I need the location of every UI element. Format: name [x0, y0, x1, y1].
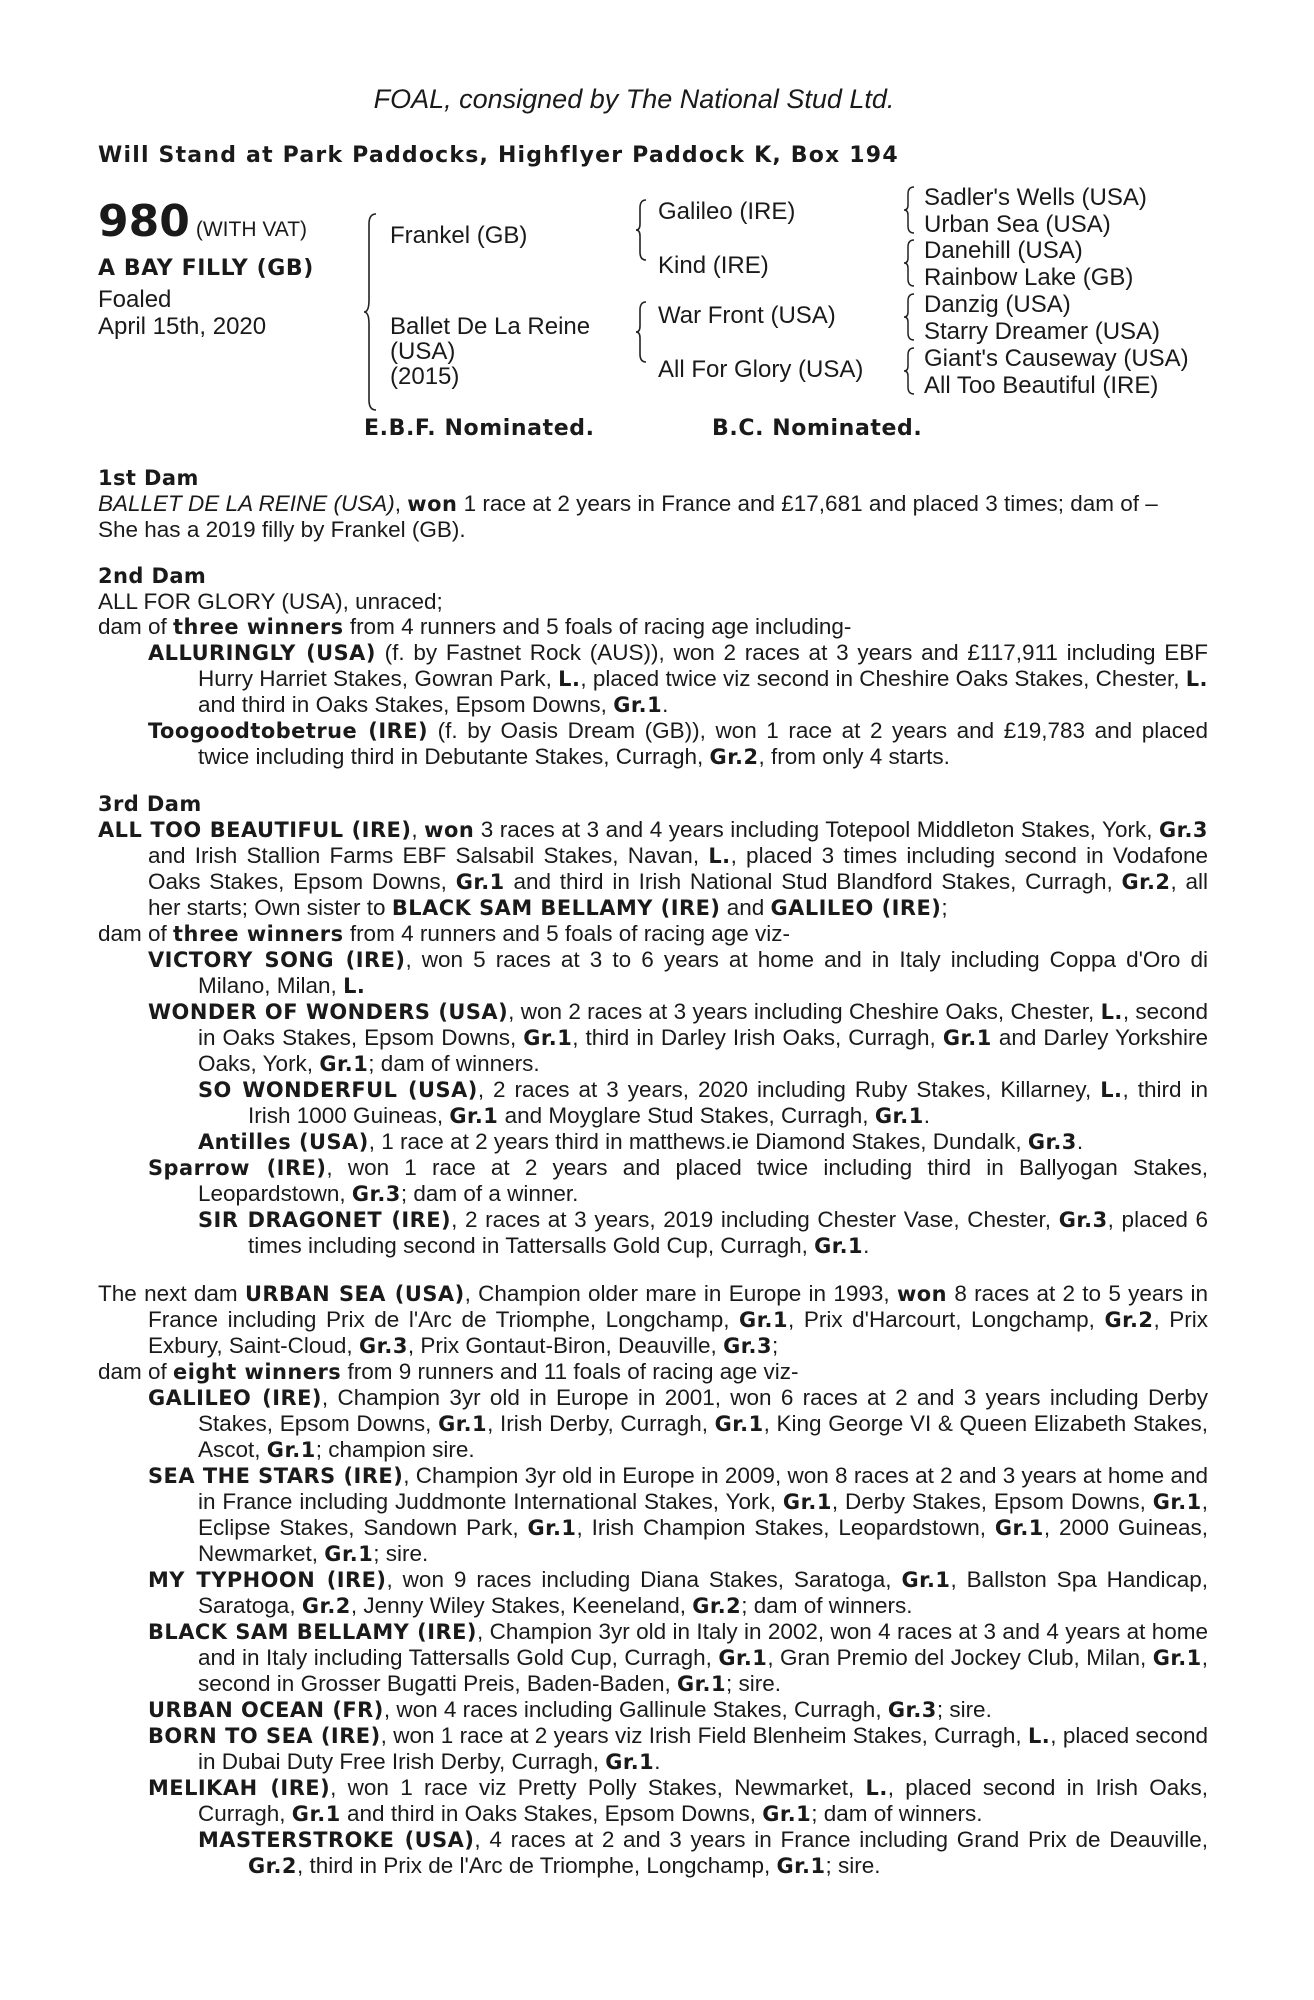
dam-name-line: Ballet De La Reine: [390, 313, 591, 340]
bold-run: three winners: [173, 922, 344, 946]
bold-run: Gr.1: [718, 1646, 768, 1670]
dam-year: (2015): [390, 363, 460, 390]
text-run: , 4 races at 2 and 3 years in France including Grand Prix de Deauville,: [474, 1827, 1208, 1852]
produce-entry: [98, 1155, 1208, 1207]
sire-sire-name: Galileo (IRE): [658, 198, 796, 225]
bold-run: Gr.1: [994, 1516, 1044, 1540]
text-run: ; sire.: [936, 1697, 992, 1722]
pedigree-block: [98, 184, 1208, 441]
bold-run: L.: [343, 974, 366, 998]
text-run: , Prix Gontaut-Biron, Deauville,: [407, 1333, 724, 1358]
bold-run: Gr.3: [1159, 818, 1208, 842]
bold-run: Gr.3: [1058, 1208, 1108, 1232]
bold-run: Gr.1: [1152, 1646, 1202, 1670]
sire-dam-name: Kind (IRE): [658, 252, 769, 279]
text-run: and Moyglare Stud Stakes, Curragh,: [498, 1103, 875, 1128]
bold-run: L.: [1185, 667, 1208, 691]
text-run: , won 1 race at 2 years and placed twice including third in Ballyogan Stakes, Leopardstown,: [198, 1155, 1208, 1206]
bold-run: MY TYPHOON (IRE): [148, 1568, 387, 1592]
produce-entry: [98, 1619, 1208, 1697]
text-run: ,: [394, 491, 408, 516]
bold-run: Gr.2: [248, 1854, 297, 1878]
lot-number: [98, 196, 307, 247]
text-run: (f. by Oasis Dream (GB)), won 1 race at 2 years and £19,783 and placed twice including third in Debutante Stakes, Curragh,: [198, 718, 1208, 769]
sdd-name: Rainbow Lake (GB): [924, 264, 1134, 291]
ssd-name: Urban Sea (USA): [924, 211, 1111, 238]
text-run: , 2000 Guineas, Newmarket,: [198, 1515, 1208, 1566]
bold-run: L.: [558, 667, 581, 691]
text-run: , 2 races at 3 years, 2020 including Ruby Stakes, Killarney,: [477, 1077, 1101, 1102]
section-heading: 2nd Dam: [98, 564, 207, 588]
bold-run: SEA THE STARS (IRE): [148, 1464, 404, 1488]
text-run: ; dam of winners.: [368, 1051, 540, 1076]
bold-run: L.: [1027, 1724, 1051, 1748]
text-run: , 2 races at 3 years, 2019 including Chester Vase, Chester,: [451, 1207, 1059, 1232]
text-run: and third in Oaks Stakes, Epsom Downs,: [340, 1801, 763, 1826]
bold-run: Gr.1: [677, 1672, 726, 1696]
bold-run: Gr.1: [901, 1568, 951, 1592]
bold-run: Gr.1: [266, 1438, 316, 1462]
section-paragraph: [98, 921, 1208, 947]
dam-section: [98, 466, 1208, 542]
pedigree-brace-ds: [904, 292, 916, 342]
italic-run: BALLET DE LA REINE (USA): [98, 491, 395, 516]
pedigree-brace-dam: [636, 300, 648, 364]
bold-run: won: [407, 492, 458, 516]
bold-run: Gr.1: [613, 693, 663, 717]
text-run: The next dam: [98, 1281, 245, 1306]
bold-run: Gr.1: [782, 1490, 832, 1514]
text-run: , Gran Premio del Jockey Club, Milan,: [767, 1645, 1153, 1670]
bold-run: Gr.1: [605, 1750, 655, 1774]
bold-run: Gr.2: [1121, 870, 1171, 894]
bold-run: Gr.1: [527, 1516, 577, 1540]
text-run: , placed second in Irish Oaks, Curragh,: [198, 1775, 1209, 1826]
text-run: , from only 4 starts.: [758, 744, 950, 769]
text-run: .: [923, 1103, 931, 1128]
text-run: and third in Oaks Stakes, Epsom Downs,: [198, 692, 614, 717]
section-paragraph: [98, 1281, 1208, 1359]
bold-run: Gr.1: [324, 1542, 374, 1566]
dam-section: [98, 1281, 1208, 1879]
section-heading: 1st Dam: [98, 466, 199, 490]
text-run: , Champion 3yr old in Italy in 2002, won 4 races at 3 and 4 years at home and in Italy including Tattersalls Gold Cup, Curragh,: [198, 1619, 1209, 1670]
bold-run: Gr.1: [762, 1802, 812, 1826]
text-run: , Eclipse Stakes, Sandown Park,: [198, 1489, 1208, 1540]
bold-run: BORN TO SEA (IRE): [148, 1724, 381, 1748]
text-run: , third in Prix de l'Arc de Triomphe, Longchamp,: [296, 1853, 777, 1878]
produce-entry: [98, 1567, 1208, 1619]
lot-vat-note: (WITH VAT): [195, 218, 308, 241]
bold-run: three winners: [173, 615, 344, 639]
text-run: , Champion 3yr old in Europe in 2009, won 8 races at 2 and 3 years at home and in France including Juddmonte International Stakes, York,: [198, 1463, 1208, 1514]
bc-nominated: B.C. Nominated.: [712, 416, 923, 441]
text-run: dam of: [98, 1359, 174, 1384]
dam-country: (USA): [390, 338, 456, 365]
produce-entry: [98, 1207, 1208, 1259]
ebf-nominated: E.B.F. Nominated.: [364, 416, 595, 441]
produce-entry: [98, 1077, 1208, 1129]
text-run: 8 races at 2 to 5 years in France including Prix de l'Arc de Triomphe, Longchamp,: [148, 1281, 1208, 1332]
text-run: , placed 6 times including second in Tattersalls Gold Cup, Curragh,: [248, 1207, 1208, 1258]
text-run: , won 9 races including Diana Stakes, Saratoga,: [386, 1567, 902, 1592]
bold-run: GALILEO (IRE): [148, 1386, 322, 1410]
text-run: ; dam of winners.: [811, 1801, 983, 1826]
text-run: and third in Irish National Stud Blandford Stakes, Curragh,: [504, 869, 1122, 894]
bold-run: MELIKAH (IRE): [148, 1776, 331, 1800]
dam-section: [98, 564, 1208, 770]
text-run: , all her starts; Own sister to: [148, 869, 1209, 920]
foaled-info: [98, 286, 266, 340]
section-heading: 3rd Dam: [98, 792, 202, 816]
bold-run: Antilles (USA): [198, 1130, 369, 1154]
bold-run: Gr.1: [438, 1412, 488, 1436]
text-run: , Champion 3yr old in Europe in 2001, won 6 races at 2 and 3 years including Derby Stakes, Epsom Downs,: [198, 1385, 1208, 1436]
bold-run: Gr.1: [291, 1802, 341, 1826]
text-run: , Irish Derby, Curragh,: [487, 1411, 715, 1436]
bold-run: won: [896, 1282, 948, 1306]
dam-sire-name: War Front (USA): [658, 302, 836, 329]
text-run: , second in Grosser Bugatti Preis, Baden-Baden,: [198, 1645, 1208, 1696]
lot-number-value: 980: [98, 196, 190, 247]
bold-run: URBAN OCEAN (FR): [148, 1698, 384, 1722]
bold-run: ALLURINGLY (USA): [148, 641, 376, 665]
dss-name: Danzig (USA): [924, 291, 1071, 318]
catalogue-page: [98, 84, 1208, 1879]
bold-run: Gr.2: [709, 745, 759, 769]
bold-run: Gr.2: [1104, 1308, 1154, 1332]
sss-name: Sadler's Wells (USA): [924, 184, 1147, 211]
bold-run: Gr.1: [319, 1052, 369, 1076]
produce-entry: [98, 1129, 1208, 1155]
produce-entry: [98, 1697, 1208, 1723]
text-run: , placed 3 times including second in Vodafone Oaks Stakes, Epsom Downs,: [148, 843, 1208, 894]
text-run: , Derby Stakes, Epsom Downs,: [831, 1489, 1153, 1514]
bold-run: Gr.1: [776, 1854, 826, 1878]
produce-entry: [98, 1723, 1208, 1775]
text-run: (f. by Fastnet Rock (AUS)), won 2 races at 3 years and £117,911 including EBF Hurry Harriet Stakes, Gowran Park,: [198, 640, 1209, 691]
text-run: , King George VI & Queen Elizabeth Stakes, Ascot,: [198, 1411, 1209, 1462]
bold-run: Gr.1: [814, 1234, 864, 1258]
text-run: ; dam of a winner.: [400, 1181, 579, 1206]
text-run: , placed second in Dubai Duty Free Irish Derby, Curragh,: [198, 1723, 1208, 1774]
dsd-name: Starry Dreamer (USA): [924, 318, 1161, 345]
bold-run: BLACK SAM BELLAMY (IRE): [391, 896, 721, 920]
ddd-name: All Too Beautiful (IRE): [924, 372, 1159, 399]
text-run: .: [654, 1749, 661, 1774]
text-run: ; sire.: [373, 1541, 429, 1566]
bold-run: Gr.3: [1027, 1130, 1077, 1154]
bold-run: Gr.1: [523, 1026, 573, 1050]
bold-run: URBAN SEA (USA): [244, 1282, 465, 1306]
text-run: and Darley Yorkshire Oaks, York,: [198, 1025, 1208, 1076]
bold-run: Toogoodtobetrue (IRE): [148, 719, 429, 743]
text-run: , Irish Champion Stakes, Leopardstown,: [576, 1515, 995, 1540]
text-run: , second in Oaks Stakes, Epsom Downs,: [198, 999, 1208, 1050]
text-run: from 4 runners and 5 foals of racing age viz-: [343, 921, 791, 946]
text-run: ; champion sire.: [315, 1437, 475, 1462]
produce-entry: [98, 1827, 1208, 1879]
pedigree-brace-ss: [904, 185, 916, 235]
bold-run: Gr.1: [455, 870, 505, 894]
text-run: .: [662, 692, 669, 717]
produce-entry: [98, 718, 1208, 770]
consignor-line: FOAL, consigned by The National Stud Ltd.: [373, 84, 895, 114]
bold-run: WONDER OF WONDERS (USA): [148, 1000, 509, 1024]
text-run: , won 4 races including Gallinule Stakes, Curragh,: [383, 1697, 888, 1722]
text-run: , won 1 race at 2 years viz Irish Field Blenheim Stakes, Curragh,: [380, 1723, 1028, 1748]
pedigree-brace-main: [364, 212, 378, 412]
bold-run: MASTERSTROKE (USA): [198, 1828, 475, 1852]
produce-entry: [98, 1463, 1208, 1567]
bold-run: Sparrow (IRE): [148, 1156, 327, 1180]
text-run: , won 2 races at 3 years including Cheshire Oaks, Chester,: [508, 999, 1101, 1024]
sds-name: Danehill (USA): [924, 237, 1083, 264]
text-run: .: [863, 1233, 870, 1258]
bold-run: SO WONDERFUL (USA): [198, 1078, 478, 1102]
pedigree-brace-sd: [904, 238, 916, 288]
pedigree-brace-sire: [636, 198, 648, 262]
text-run: , placed twice viz second in Cheshire Oaks Stakes, Chester,: [580, 666, 1186, 691]
text-run: ALL FOR GLORY (USA), unraced;: [98, 589, 443, 614]
text-run: from 9 runners and 11 foals of racing age viz-: [341, 1359, 799, 1384]
text-run: , third in Darley Irish Oaks, Curragh,: [572, 1025, 943, 1050]
text-run: , won 1 race viz Pretty Polly Stakes, Newmarket,: [330, 1775, 866, 1800]
text-run: , won 5 races at 3 to 6 years at home and in Italy including Coppa d'Oro di Milano, Milan,: [198, 947, 1208, 998]
text-run: and Irish Stallion Farms EBF Salsabil Stakes, Navan,: [148, 843, 709, 868]
bold-run: BLACK SAM BELLAMY (IRE): [148, 1620, 477, 1644]
bold-run: Gr.3: [351, 1182, 401, 1206]
text-run: , Jenny Wiley Stakes, Keeneland,: [350, 1593, 693, 1618]
bold-run: Gr.1: [714, 1412, 764, 1436]
bold-run: Gr.2: [301, 1594, 351, 1618]
text-run: ;: [772, 1333, 779, 1358]
foaled-label: Foaled: [98, 286, 172, 313]
bold-run: won: [424, 818, 475, 842]
text-run: , Prix d'Harcourt, Longchamp,: [788, 1307, 1105, 1332]
bold-run: Gr.2: [692, 1594, 742, 1618]
section-paragraph: [98, 614, 1208, 640]
stand-location: Will Stand at Park Paddocks, Highflyer Paddock K, Box 194: [98, 143, 899, 168]
text-run: , Champion older mare in Europe in 1993,: [464, 1281, 897, 1306]
bold-run: L.: [865, 1776, 888, 1800]
section-paragraph: [98, 817, 1208, 921]
pedigree-notes: [98, 466, 1208, 1879]
section-paragraph: [98, 1359, 1208, 1385]
bold-run: Gr.3: [358, 1334, 408, 1358]
text-run: and: [720, 895, 771, 920]
produce-entry: [98, 1775, 1208, 1827]
dam-name: [390, 314, 590, 389]
text-run: 1 race at 2 years in France and £17,681 and placed 3 times; dam of –: [457, 491, 1158, 516]
text-run: from 4 runners and 5 foals of racing age including-: [343, 614, 852, 639]
section-paragraph: [98, 517, 1208, 542]
text-run: 3 races at 3 and 4 years including Totepool Middleton Stakes, York,: [474, 817, 1159, 842]
dam-dam-name: All For Glory (USA): [658, 356, 864, 383]
text-run: ; sire.: [825, 1853, 881, 1878]
produce-entry: [98, 1385, 1208, 1463]
bold-run: Gr.1: [942, 1026, 992, 1050]
bold-run: L.: [1100, 1078, 1123, 1102]
bold-run: Gr.3: [723, 1334, 773, 1358]
text-run: , third in Irish 1000 Guineas,: [248, 1077, 1208, 1128]
bold-run: Gr.1: [874, 1104, 924, 1128]
bold-run: GALILEO (IRE): [770, 896, 942, 920]
text-run: , Ballston Spa Handicap, Saratoga,: [198, 1567, 1209, 1618]
text-run: , 1 race at 2 years third in matthews.ie Diamond Stakes, Dundalk,: [368, 1129, 1028, 1154]
produce-entry: [98, 640, 1208, 718]
dds-name: Giant's Causeway (USA): [924, 345, 1189, 372]
section-paragraph: [98, 491, 1208, 517]
text-run: ; sire.: [726, 1671, 782, 1696]
bold-run: L.: [1100, 1000, 1123, 1024]
produce-entry: [98, 947, 1208, 999]
bold-run: VICTORY SONG (IRE): [148, 948, 406, 972]
text-run: , Prix Exbury, Saint-Cloud,: [148, 1307, 1208, 1358]
bold-run: Gr.1: [1152, 1490, 1202, 1514]
horse-description: A BAY FILLY (GB): [98, 256, 314, 281]
sire-name: Frankel (GB): [390, 222, 528, 249]
text-run: dam of: [98, 614, 174, 639]
bold-run: Gr.1: [739, 1308, 789, 1332]
bold-run: SIR DRAGONET (IRE): [198, 1208, 452, 1232]
text-run: She has a 2019 filly by Frankel (GB).: [98, 517, 466, 542]
text-run: ; dam of winners.: [741, 1593, 913, 1618]
pedigree-brace-dd: [904, 346, 916, 396]
bold-run: ALL TOO BEAUTIFUL (IRE): [98, 818, 412, 842]
text-run: .: [1076, 1129, 1084, 1154]
bold-run: eight winners: [173, 1360, 342, 1384]
bold-run: Gr.1: [449, 1104, 499, 1128]
text-run: ,: [411, 817, 425, 842]
bold-run: L.: [708, 844, 731, 868]
section-paragraph: [98, 589, 1208, 614]
text-run: ;: [941, 895, 948, 920]
foaled-date: April 15th, 2020: [98, 313, 267, 340]
text-run: dam of: [98, 921, 174, 946]
dam-section: [98, 792, 1208, 1259]
bold-run: Gr.3: [887, 1698, 937, 1722]
produce-entry: [98, 999, 1208, 1077]
